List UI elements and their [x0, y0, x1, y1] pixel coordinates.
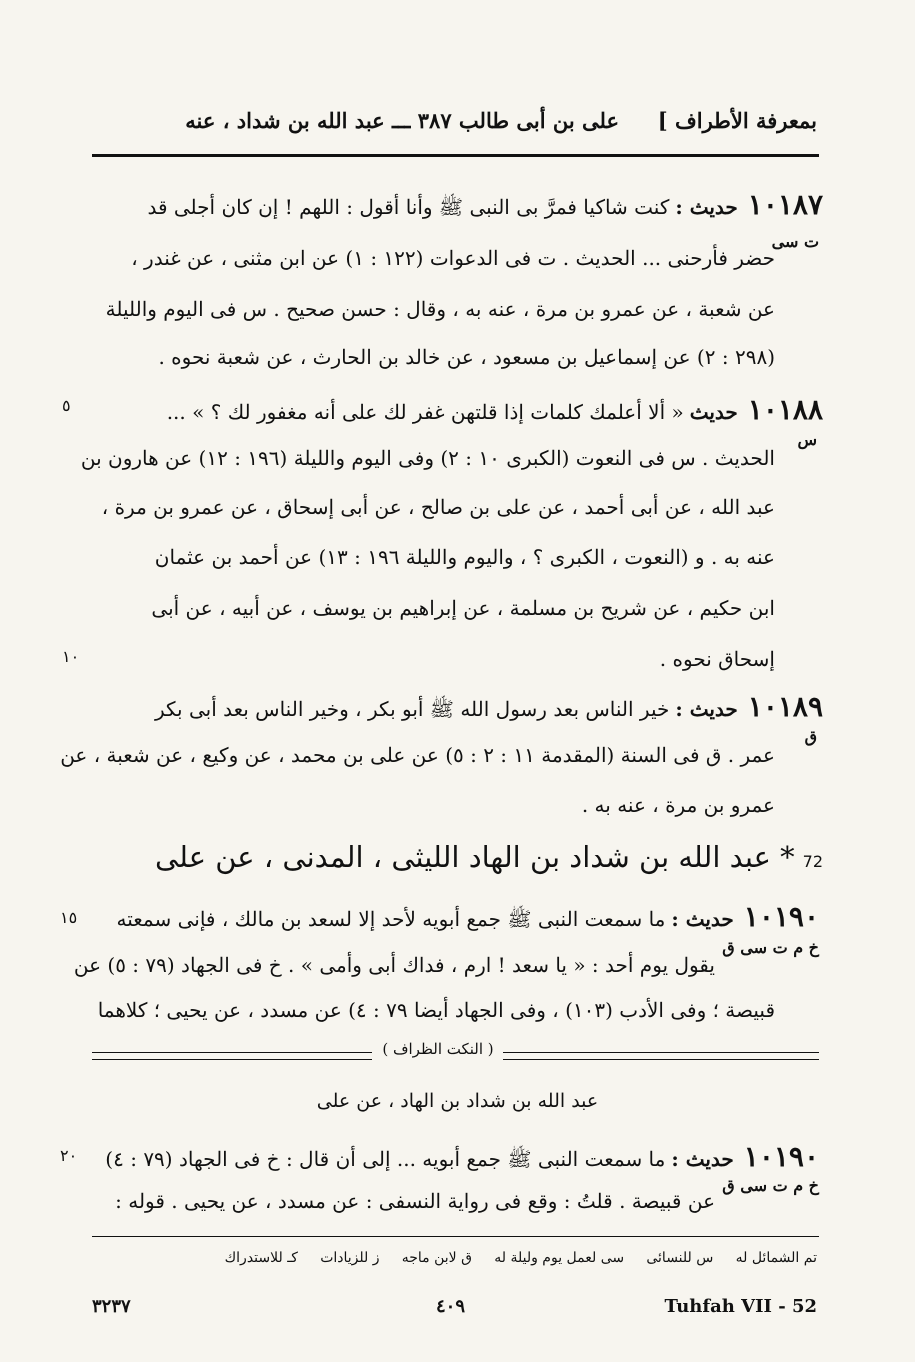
section-heading-72: 72* عبد الله بن شداد بن الهاد الليثى ، المدنى ، عن على [154, 840, 823, 874]
entry-10188-line-3: عبد الله ، عن أبى أحمد ، عن على بن صالح ، عن أبى إسحاق ، عن عمرو بن مرة ، [101, 495, 775, 519]
entry-10188-line-5: ابن حكيم ، عن شريح بن مسلمة ، عن إبراهيم بن يوسف ، عن أبيه ، عن أبى [151, 596, 775, 620]
hadith-number: ١٠١٨٩ [747, 690, 823, 723]
entry-10188-line-6: إسحاق نحوه . [659, 647, 775, 671]
entry-10187-line-3: عن شعبة ، عن عمرو بن مرة ، عنه به ، وقال : حسن صحيح . س فى اليوم والليلة [105, 297, 775, 321]
hadith-number: ١٠١٨٨ [747, 393, 823, 426]
entry-10188-line-4: عنه به . و (النعوت ، الكبرى ؟ ، واليوم والليلة ١٩٦ : ١٣) عن أحمد بن عثمان [154, 545, 775, 569]
entry-10187-line-4: (٢٩٨ : ٢) عن إسماعيل بن مسعود ، عن خالد بن الحارث ، عن شعبة نحوه . [158, 345, 775, 369]
margin-line-number: ١٥ [60, 908, 78, 927]
divider-label: ( النكت الظراف ) [382, 1040, 494, 1058]
entry-10189-line-3: عمرو بن مرة ، عنه به . [581, 793, 775, 817]
entry-10190-codes: خ م ت سى ق [722, 938, 819, 957]
entry-10190-line-1: ١٠١٩٠حديث :ما سمعت النبى ﷺ جمع أبويه لأحد إلا لسعد بن مالك ، فإنى سمعته [116, 900, 819, 933]
hadith-keyword: حديث [689, 400, 738, 424]
entry-10188-line-2: الحديث . س فى النعوت (الكبرى ١٠ : ٢) وفى اليوم والليلة (١٩٦ : ١٢) عن هارون بن [80, 446, 775, 470]
nukat-heading: عبد الله بن شداد بن الهاد ، عن على [316, 1090, 599, 1112]
footer-signature: Tuhfah VII - 52 [664, 1296, 817, 1317]
divider-rule-left [92, 1052, 372, 1060]
footer-rule [92, 1236, 819, 1237]
entry-10190-line-2: يقول يوم أحد : « يا سعد ! ارم ، فداك أبى وأمى » . خ فى الجهاد (٧٩ : ٥) عن [73, 953, 715, 977]
nukat-line-2: عن قبيصة . قلتُ : وقع فى رواية النسفى : عن مسدد ، عن يحيى . قوله : [115, 1189, 715, 1213]
divider-rule-right [503, 1052, 819, 1060]
entry-10189-line-1: ١٠١٨٩حديث :خير الناس بعد رسول الله ﷺ أبو بكر ، وخير الناس بعد أبى بكر [154, 690, 823, 723]
hadith-number: ١٠١٨٧ [747, 188, 823, 221]
entry-10189-line-2: عمر . ق فى السنة (المقدمة ١١ : ٢ : ٥) عن على بن محمد ، عن وكيع ، عن شعبة ، عن [60, 743, 775, 767]
entry-10189-codes: ق [804, 727, 817, 746]
entry-10187-line-2: حضر فأرحنى ... الحديث . ت فى الدعوات (١٢٢ : ١) عن ابن مثنى ، عن غندر ، [131, 246, 775, 270]
footer-legend: تم الشمائل له س للنسائى سى لعمل يوم وليلة له ق لابن ماجه ز للزيادات كـ للاستدراك [224, 1250, 817, 1266]
header-book-title: بمعرفة الأطراف ] [657, 108, 817, 133]
page-number: ٤٠٩ [436, 1296, 466, 1317]
header-rule [92, 154, 819, 157]
hadith-number: ١٠١٩٠ [743, 1140, 819, 1173]
entry-10188-line-1: ١٠١٨٨حديث« ألا أعلمك كلمات إذا قلتهن غفر لك على أنه مغفور لك ؟ » ... [166, 393, 823, 426]
entry-10187-codes: ت سى [771, 232, 819, 251]
hadith-number: ١٠١٩٠ [743, 900, 819, 933]
hadith-keyword: حديث : [675, 195, 738, 219]
margin-line-number: ٢٠ [60, 1146, 78, 1165]
footer-volume-number: ٣٢٣٧ [92, 1296, 131, 1317]
hadith-keyword: حديث : [671, 1147, 734, 1171]
entry-10187-line-1: ١٠١٨٧حديث :كنت شاكيا فمرَّ بى النبى ﷺ وأنا أقول : اللهم ! إن كان أجلى قد [147, 188, 823, 221]
hadith-keyword: حديث : [671, 907, 734, 931]
entry-10190-line-3: قبيصة ؛ وفى الأدب (١٠٣) ، وفى الجهاد أيضا ٧٩ : ٤) عن مسدد ، عن يحيى ؛ كلاهما [97, 998, 775, 1022]
header-chapter-title: على بن أبى طالب ٣٨٧ ـــ عبد الله بن شداد ، عنه [185, 108, 619, 133]
nukat-line-1: ١٠١٩٠حديث :ما سمعت النبى ﷺ جمع أبويه ... إلى أن قال : خ فى الجهاد (٧٩ : ٤) [105, 1140, 819, 1173]
nukat-codes: خ م ت سى ق [722, 1176, 819, 1195]
margin-line-number: ٥ [62, 396, 71, 415]
entry-10188-codes: س [797, 430, 817, 449]
section-number: 72 [802, 852, 823, 871]
hadith-keyword: حديث : [675, 697, 738, 721]
margin-line-number: ١٠ [62, 647, 80, 666]
